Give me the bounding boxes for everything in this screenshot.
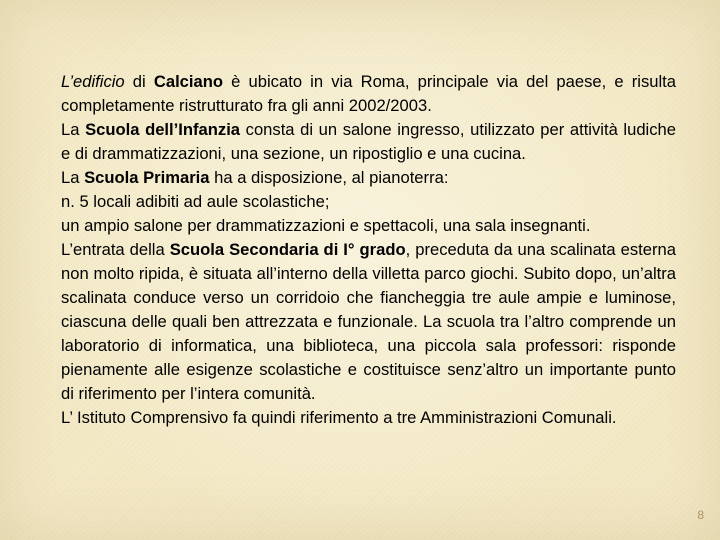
paragraph-classrooms: n. 5 locali adibiti ad aule scolastiche; (61, 192, 330, 211)
school-primaria-name: Scuola Primaria (84, 168, 210, 187)
text-run: L’entrata della (61, 240, 170, 259)
paragraph-institute: L’ Istituto Comprensivo fa quindi riferimento a tre Amministrazioni Comunali. (61, 408, 617, 427)
text-run: è ubicato in via Roma, principale via del paese, e risulta completamente ristrutturato fra gli anni 2002/2003. (61, 72, 676, 115)
page-number: 8 (697, 508, 704, 522)
text-run: , preceduta da una scalinata esterna non molto ripida, è situata all’interno della villetta parco giochi. Subito dopo, un’altra scalinata conduce verso un corridoio che fiancheggia tre aule ampie e luminose, ciascuna delle quali ben attrezzata e funzionale. La scuola tra l’altro comprende un laboratorio di informatica, una biblioteca, una piccola sala professori: risponde pienamente alle esigenze scolastiche e costituisce senz’altro un importante punto di riferimento per l’intera comunità. (61, 240, 676, 403)
paragraph-infanzia (61, 118, 676, 166)
paragraph-primaria (61, 166, 676, 190)
school-secondaria-name: Scuola Secondaria di I° grado (169, 240, 406, 259)
paragraph-building (61, 70, 676, 118)
school-infanzia-name: Scuola dell’Infanzia (85, 120, 241, 139)
paragraph-secondaria (61, 238, 676, 406)
town-name: Calciano (153, 72, 224, 91)
text-run: di (124, 72, 154, 91)
text-run: ha a disposizione, al pianoterra: (209, 168, 449, 187)
building-word: L’edificio (61, 72, 125, 91)
text-run: La (61, 120, 86, 139)
text-run: consta di un salone ingresso, utilizzato per attività ludiche e di drammatizzazioni, una sezione, un ripostiglio e una cucina. (61, 120, 676, 163)
text-run: La (61, 168, 85, 187)
paragraph-hall: un ampio salone per drammatizzazioni e spettacoli, una sala insegnanti. (61, 216, 591, 235)
slide-body-text (61, 70, 676, 430)
